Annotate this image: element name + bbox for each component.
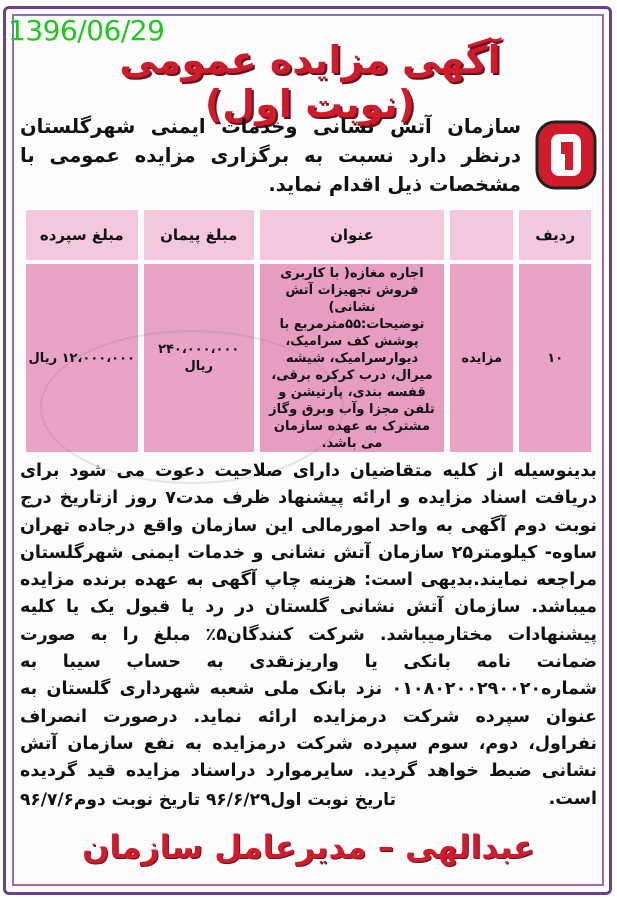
header-index: ردیف	[519, 210, 591, 260]
cell-description: اجاره مغازه( با کاربری فروش تجهیزات آتش نشانی) توضیحات:۵۵مترمربع با پوشش کف سرامیک، دیوارسرامیک، شیشه میرال، درب کرکره برقی، قفسه بندی، پارتیشن و تلفن مجزا وآب وبرق وگاز مشترک به عهده سازمان می باشد.	[260, 264, 444, 452]
cell-type: مزایده	[450, 264, 513, 452]
header-type	[450, 210, 513, 260]
table-header-row	[26, 210, 591, 260]
header-title: عنوان	[260, 210, 444, 260]
page-title: آگهی مزایده عمومی (نوبت اول)	[119, 38, 501, 126]
header-contract-amount: مبلغ پیمان	[144, 210, 254, 260]
header-deposit-amount: مبلغ سپرده	[26, 210, 138, 260]
fire-department-logo-icon	[535, 120, 597, 190]
publication-dates: تاریخ نوبت اول۹۶/۶/۲۹ تاریخ نوبت دوم۹۶/۷/۶	[20, 790, 396, 810]
signature-line: عبدالهی – مدیرعامل سازمان	[82, 828, 535, 866]
cell-index: ۱۰	[519, 264, 591, 452]
auction-table	[20, 206, 597, 456]
table-row	[26, 264, 591, 452]
intro-paragraph: سازمان آتش نشانی وخدمات ایمنی شهرگلستان درنظر دارد نسبت به برگزاری مزایده عمومی با مشخصات ذیل اقدام نماید.	[20, 115, 521, 196]
date-stamp: 1396/06/29	[8, 14, 165, 47]
body-paragraph: بدینوسیله از کلیه متقاضیان دارای صلاحیت دعوت می شود برای دریافت اسناد مزایده و ارائه پیشنهاد ظرف مدت۷ روز ازتاریخ درج نوبت دوم آگهی به واحد امورمالی این سازمان واقع درجاده تهران ساوه- کیلومتر۲۵ سازمان آتش نشانی و خدمات ایمنی شهرگلستان مراجعه نمایند.بدیهی است: هزینه چاپ آگهی به عهده برنده مزایده میباشد. سازمان آتش نشانی گلستان در رد یا قبول یک یا کلیه پیشنهادات مختارمیباشد. شرکت کنندگان۵٪ مبلغ را به صورت ضمانت نامه بانکی یا واریزنقدی به حساب سیبا به شماره۰۱۰۸۰۲۰۰۲۹۰۰۲۰ نزد بانک ملی شعبه شهرداری گلستان به عنوان سپرده شرکت درمزایده ارائه نماید. درصورت انصراف نفراول، دوم، سوم سپرده شرکت درمزایده به نفع سازمان آتش نشانی ضبط خواهد گردید. سایرموارد دراسناد مزایده قید گردیده است.	[20, 461, 598, 809]
cell-deposit-amount: ۱۲،۰۰۰،۰۰۰ ریال	[26, 264, 138, 452]
cell-contract-amount: ۲۴۰،۰۰۰،۰۰۰ ریال	[144, 264, 254, 452]
